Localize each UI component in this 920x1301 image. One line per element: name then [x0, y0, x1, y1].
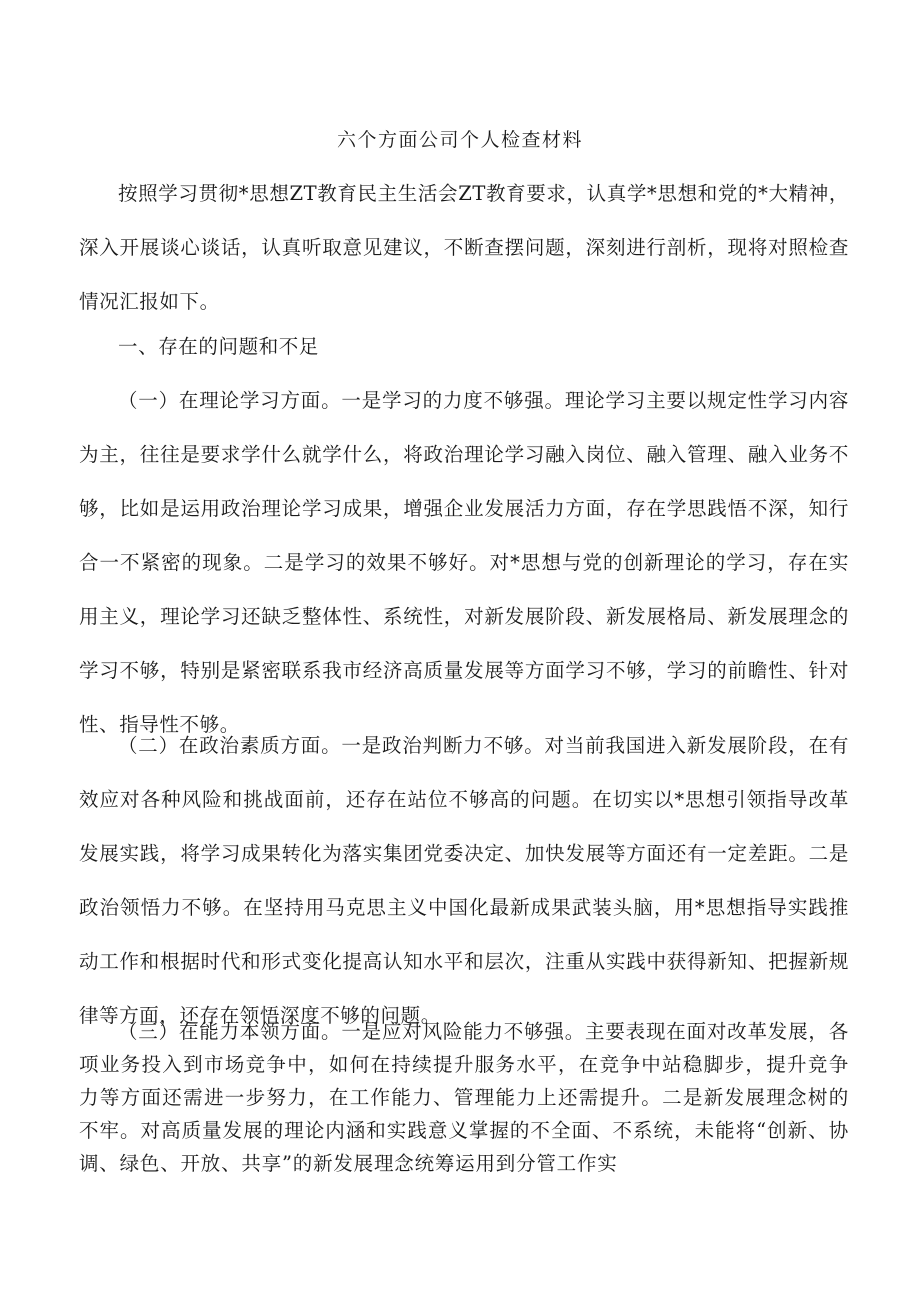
paragraph-theory-study: （一）在理论学习方面。一是学习的力度不够强。理论学习主要以规定性学习内容为主，往往是要求学什么就学什么，将政治理论学习融入岗位、融入管理、融入业务不够，比如是运用政治理论学习成果，增强企业发展活力方面，存在学思践悟不深，知行合一不紧密的现象。二是学习的效果不够好。对*思想与党的创新理论的学习，存在实用主义，理论学习还缺乏整体性、系统性，对新发展阶段、新发展格局、新发展理念的学习不够，特别是紧密联系我市经济高质量发展等方面学习不够，学习的前瞻性、针对性、指导性不够。 — [79, 389, 849, 736]
intro-paragraph: 按照学习贯彻*思想ZT教育民主生活会ZT教育要求，认真学*思想和党的*大精神，深入开展谈心谈话，认真听取意见建议，不断查摆问题，深刻进行剖析，现将对照检查情况汇报如下。 — [79, 182, 849, 313]
paragraph-ability: （三）在能力本领方面。一是应对风险能力不够强。主要表现在面对改革发展，各项业务投入到市场竞争中，如何在持续提升服务水平，在竞争中站稳脚步，提升竞争力等方面还需进一步努力，在工作能力、管理能力上还需提升。二是新发展理念树的不牢。对高质量发展的理论内涵和实践意义掌握的不全面、不系统，未能将“创新、协调、绿色、开放、共享”的新发展理念统筹运用到分管工作实 — [79, 1020, 849, 1175]
paragraph-political-quality: （二）在政治素质方面。一是政治判断力不够。对当前我国进入新发展阶段，在有效应对各种风险和挑战面前，还存在站位不够高的问题。在切实以*思想引领指导改革发展实践，将学习成果转化为落实集团党委决定、加快发展等方面还有一定差距。二是政治领悟力不够。在坚持用马克思主义中国化最新成果武装头脑，用*思想指导实践推动工作和根据时代和形式变化提高认知水平和层次，注重从实践中获得新知、把握新规律等方面，还存在领悟深度不够的问题。 — [79, 734, 849, 1027]
document-title: 六个方面公司个人检查材料 — [336, 129, 583, 151]
section-heading: 一、存在的问题和不足 — [118, 335, 320, 358]
